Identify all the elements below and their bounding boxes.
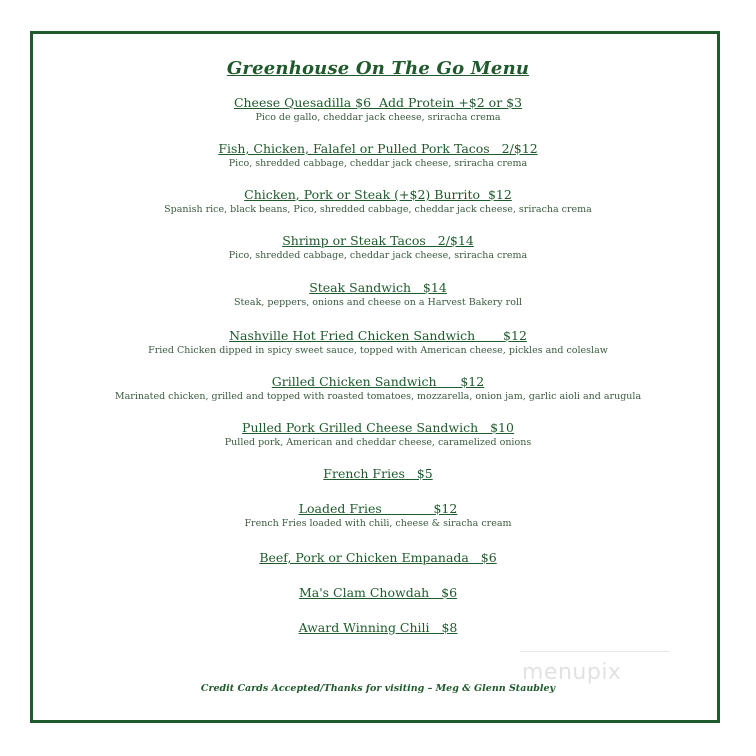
menu-item-description: Pico, shredded cabbage, cheddar jack cheese, sriracha crema bbox=[228, 158, 528, 169]
menu-item-description: Spanish rice, black beans, Pico, shredded cabbage, cheddar jack cheese, sriracha crema bbox=[164, 204, 592, 215]
menu-item bbox=[0, 327, 756, 358]
menu-item-name: Steak Sandwich $14 bbox=[309, 280, 447, 295]
menu-item bbox=[0, 140, 756, 171]
menu-item bbox=[0, 465, 756, 482]
menu-item bbox=[0, 619, 756, 636]
menu-footer: Credit Cards Accepted/Thanks for visiting – Meg & Glenn Staubley bbox=[200, 683, 556, 694]
menu-item-description: Steak, peppers, onions and cheese on a Harvest Bakery roll bbox=[233, 297, 523, 308]
menu-item-name: Loaded Fries $12 bbox=[298, 501, 458, 516]
menu-item-name: Grilled Chicken Sandwich $12 bbox=[271, 374, 485, 389]
menu-title: Greenhouse On The Go Menu bbox=[226, 58, 530, 79]
menu-item-description: Fried Chicken dipped in spicy sweet sauce, topped with American cheese, pickles and coleslaw bbox=[148, 345, 608, 356]
menu-item-name: Cheese Quesadilla $6 Add Protein +$2 or $3 bbox=[233, 95, 523, 110]
menu-item-name: French Fries $5 bbox=[323, 466, 433, 481]
menu-item bbox=[0, 500, 756, 531]
menu-item-name: Pulled Pork Grilled Cheese Sandwich $10 bbox=[242, 420, 514, 435]
menu-item-name: Ma's Clam Chowdah $6 bbox=[298, 585, 458, 600]
menu-item bbox=[0, 186, 756, 217]
menu-item-name: Beef, Pork or Chicken Empanada $6 bbox=[259, 550, 497, 565]
watermark-rule bbox=[520, 651, 670, 652]
menu-item-description: Marinated chicken, grilled and topped with roasted tomatoes, mozzarella, onion jam, garlic aioli and arugula bbox=[114, 391, 642, 402]
menu-item-description: Pico de gallo, cheddar jack cheese, sriracha crema bbox=[255, 112, 501, 123]
menu-item-description: French Fries loaded with chili, cheese & siracha cream bbox=[244, 518, 512, 529]
watermark-logo: menupix bbox=[522, 660, 622, 685]
menu-item bbox=[0, 373, 756, 404]
menu-item bbox=[0, 549, 756, 566]
menu-item-description: Pico, shredded cabbage, cheddar jack cheese, sriracha crema bbox=[228, 250, 528, 261]
menu-item-description: Pulled pork, American and cheddar cheese, caramelized onions bbox=[224, 437, 532, 448]
menu-item bbox=[0, 232, 756, 263]
menu-item-name: Fish, Chicken, Falafel or Pulled Pork Tacos 2/$12 bbox=[218, 141, 538, 156]
menu-item bbox=[0, 584, 756, 601]
menu-item-name: Award Winning Chili $8 bbox=[298, 620, 458, 635]
menu-item bbox=[0, 419, 756, 450]
menu-item bbox=[0, 94, 756, 125]
menu-item-name: Chicken, Pork or Steak (+$2) Burrito $12 bbox=[244, 187, 512, 202]
menu-item-name: Nashville Hot Fried Chicken Sandwich $12 bbox=[229, 328, 527, 343]
menu-item-name: Shrimp or Steak Tacos 2/$14 bbox=[282, 233, 474, 248]
menu-item bbox=[0, 279, 756, 310]
